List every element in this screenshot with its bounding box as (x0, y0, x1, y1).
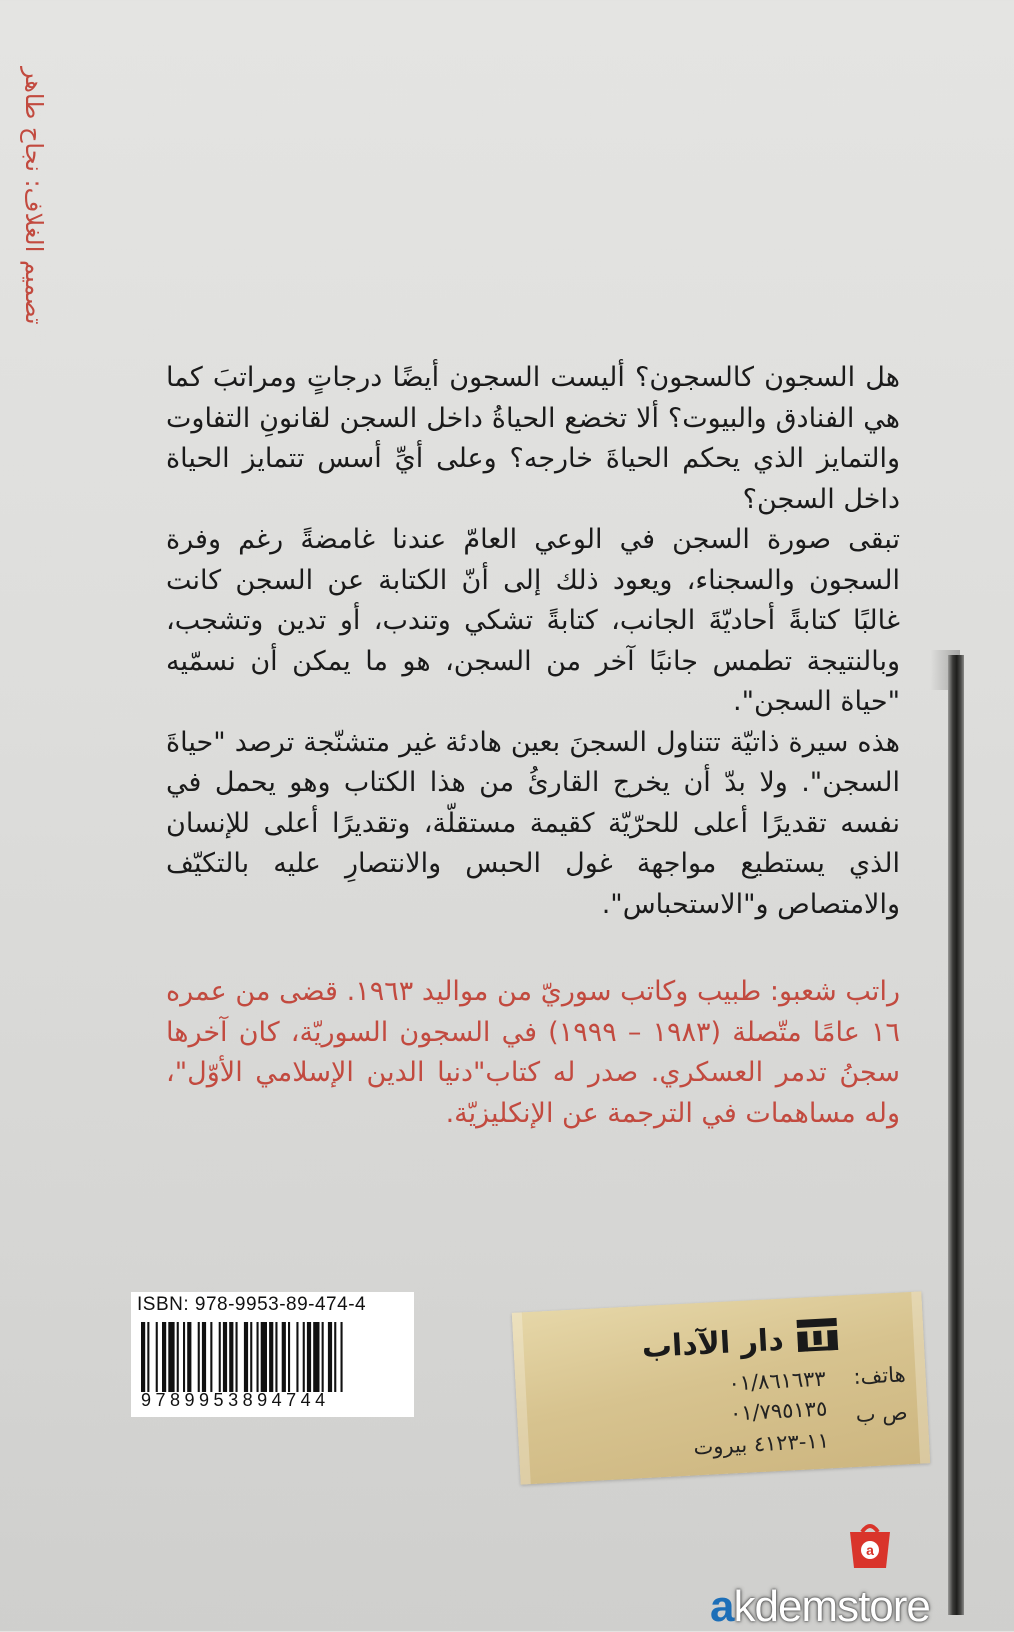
tape-edge-left (512, 1312, 531, 1484)
barcode-stripe (244, 1322, 248, 1392)
blurb-paragraph: هذه سيرة ذاتيّة تتناول السجنَ بعين هادئة غير متشنّجة ترصد "حياةَ السجن". ولا بدّ أن يخرج القارئُ من هذا الكتاب وهو يحمل في نفسه تقديرًا أعلى للحرّيّة كقيمة مستقلّة، وتقديرًا أعلى للإنسان الذي يستطيع مواجهة غول الحبس والانتصارِ عليه بالتكيّف والامتصاص و"الاستحباس". (166, 726, 900, 920)
book-blurb (166, 358, 900, 925)
barcode-stripe (198, 1322, 200, 1392)
isbn-digits: 9789953894744 (141, 1390, 330, 1410)
store-watermark-rest: kdemstore (733, 1582, 930, 1631)
barcode-stripe (202, 1322, 206, 1392)
barcode (141, 1322, 411, 1392)
barcode-stripe (187, 1322, 191, 1392)
barcode-stripe (183, 1322, 185, 1392)
barcode-stripe (162, 1322, 166, 1392)
phone-number-1: ٠١/٨٦١٦٣٣ (727, 1366, 827, 1396)
store-watermark (710, 1582, 930, 1632)
barcode-stripe (168, 1322, 174, 1392)
barcode-stripe (282, 1322, 286, 1392)
blurb-paragraph: تبقى صورة السجن في الوعي العامّ عندنا غامضةً رغم وفرة السجون والسجناء، ويعود ذلك إلى أنّ الكتابة عن السجن كانت غالبًا كتابةً أحاديّةَ الجانب، كتابةً تشكي وتندب، أو تدين وتشجب، وبالنتيجة تطمس جانبًا آخر من السجن، هو ما يمكن أن نسمّيه "حياة السجن". (166, 524, 900, 717)
barcode-stripe (261, 1322, 267, 1392)
isbn-label: ISBN: 978-9953-89-474-4 (137, 1294, 367, 1315)
cover-designer-credit: تصميم الغلاف: نجاح طاهر (20, 67, 48, 325)
barcode-stripe (156, 1322, 158, 1392)
barcode-stripe (257, 1322, 259, 1392)
bookstore-cart-icon (840, 1518, 900, 1580)
phone-label: هاتف: (852, 1362, 907, 1390)
barcode-stripe (236, 1322, 238, 1392)
publisher-name: دار الآداب (641, 1322, 785, 1366)
barcode-stripe (210, 1322, 212, 1392)
barcode-stripe (275, 1322, 277, 1392)
blurb-paragraph: هل السجون كالسجون؟ أليست السجون أيضًا درجاتٍ ومراتبَ كما هي الفنادق والبيوت؟ ألا تخضع الحياةُ داخل السجن لقانونِ التفاوت والتمايز الذي يحكم الحياةَ خارجه؟ وعلى أيِّ أسس تتمايز الحياة داخل السجن؟ (166, 362, 900, 515)
author-bio-text: راتب شعبو: طبيب وكاتب سوريّ من مواليد ١٩٦٣. قضى من عمره ١٦ عامًا متّصلة (١٩٨٣ – ١٩٩٩) في السجون السوريّة، كان آخرها سجنُ تدمر العسكري. صدر له كتاب"دنيا الدين الإسلامي الأوّل"، وله مساهمات في الترجمة عن الإنكليزيّة. (166, 976, 900, 1129)
author-bio (166, 972, 900, 1134)
store-watermark-a: a (710, 1582, 734, 1631)
barcode-stripe (288, 1322, 290, 1392)
barcode-stripe (229, 1322, 233, 1392)
barcode-stripe (223, 1322, 227, 1392)
barcode-stripe (303, 1322, 305, 1392)
po-box-label: ص ب (855, 1400, 909, 1427)
barcode-stripe (219, 1322, 221, 1392)
phone-number-2: ٠١/٧٩٥١٣٥ (729, 1396, 828, 1426)
barcode-stripe (250, 1322, 252, 1392)
barcode-stripe (328, 1322, 332, 1392)
barcode-stripe (334, 1322, 336, 1392)
barcode-stripe (307, 1322, 311, 1392)
barcode-stripe (296, 1322, 298, 1392)
tape-edge-right (911, 1291, 930, 1463)
barcode-stripe (313, 1322, 319, 1392)
isbn-barcode-box (131, 1292, 414, 1417)
publisher-logo-icon (792, 1314, 842, 1356)
barcode-stripe (141, 1322, 145, 1392)
barcode-stripe (322, 1322, 324, 1392)
svg-text:a: a (866, 1542, 874, 1558)
barcode-stripe (341, 1322, 343, 1392)
barcode-stripe (269, 1322, 273, 1392)
publisher-label-tape (512, 1291, 930, 1484)
po-box-number: ١١-٤١٢٣ بيروت (692, 1428, 830, 1460)
barcode-stripe (147, 1322, 149, 1392)
barcode-stripe (177, 1322, 179, 1392)
prison-bar (948, 655, 964, 1615)
